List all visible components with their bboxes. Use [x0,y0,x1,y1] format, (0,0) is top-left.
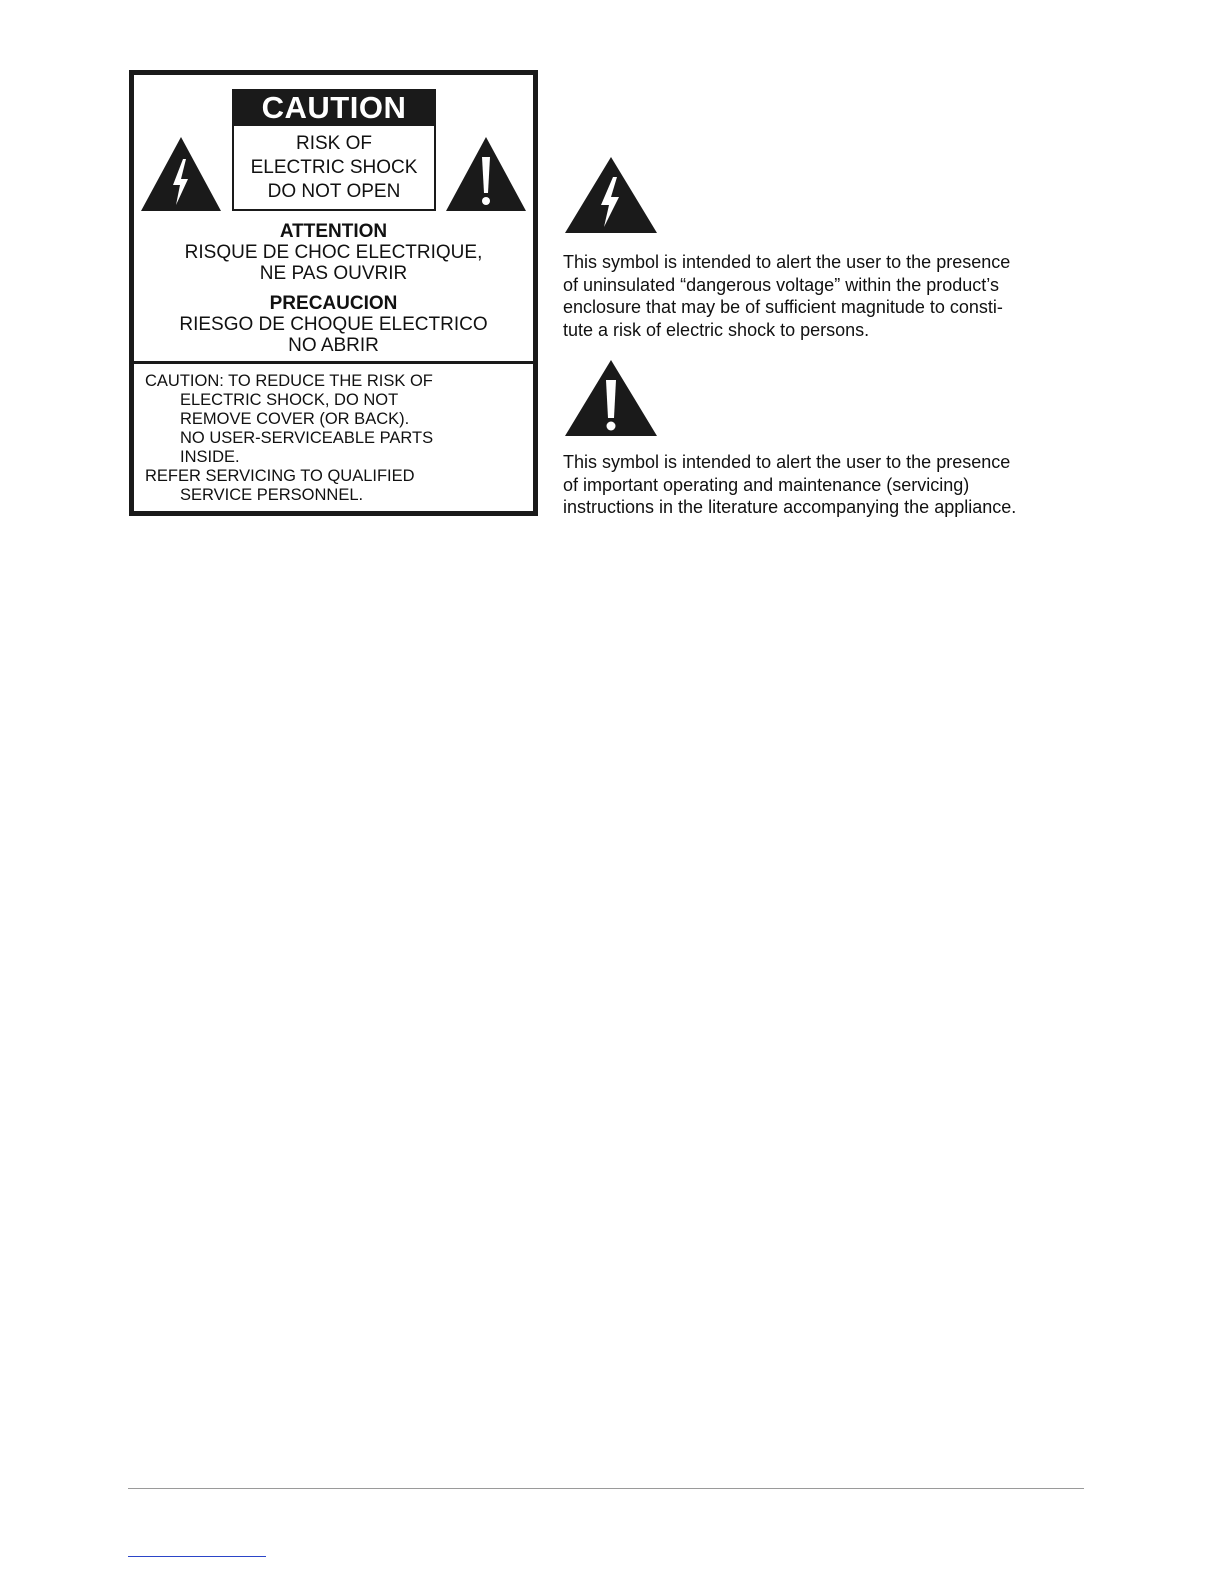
description-line: of uninsulated “dangerous voltage” within the product’s [563,274,999,295]
spanish-line: NO ABRIR [288,335,379,356]
warning-line: REMOVE COVER (OR BACK). [180,410,410,428]
voltage-symbol-description [563,251,1083,341]
lightning-triangle-icon [139,135,223,213]
caution-subtext [232,126,436,211]
exclamation-triangle-icon [444,135,528,213]
description-line: enclosure that may be of sufficient magnitude to consti- [563,297,1003,317]
warning-line: ELECTRIC SHOCK, DO NOT [180,391,399,409]
warning-line: SERVICE PERSONNEL. [180,486,364,504]
description-line: of important operating and maintenance (servicing) [563,474,970,495]
service-warning [145,372,525,505]
description-line: tute a risk of electric shock to persons. [563,319,870,340]
french-line: RISQUE DE CHOC ELECTRIQUE, [184,242,483,263]
caution-line: DO NOT OPEN [267,181,401,202]
spanish-warning [134,293,533,356]
warning-line: INSIDE. [180,448,240,466]
exclamation-triangle-icon [563,358,659,438]
warning-line: REFER SERVICING TO QUALIFIED [145,467,415,485]
description-line: This symbol is intended to alert the user to the presence [563,252,1011,272]
label-divider [134,361,533,364]
caution-header: CAUTION [232,89,436,126]
lightning-triangle-icon [563,155,659,235]
footer-link-underline[interactable] [128,1556,266,1557]
caution-label [129,70,538,516]
caution-line: ELECTRIC SHOCK [250,157,418,178]
caution-line: RISK OF [295,133,372,154]
description-line: This symbol is intended to alert the user to the presence [563,452,1011,472]
instructions-symbol-description [563,451,1083,519]
description-line: instructions in the literature accompanying the appliance. [563,497,1017,517]
warning-line: CAUTION: TO REDUCE THE RISK OF [145,372,433,390]
spanish-heading: PRECAUCION [269,293,398,314]
french-heading: ATTENTION [279,221,388,242]
caution-label-top [134,75,533,361]
french-line: NE PAS OUVRIR [259,263,408,284]
french-warning [134,221,533,284]
footer-rule [128,1488,1084,1489]
warning-line: NO USER-SERVICEABLE PARTS [180,429,434,447]
spanish-line: RIESGO DE CHOQUE ELECTRICO [179,314,488,335]
